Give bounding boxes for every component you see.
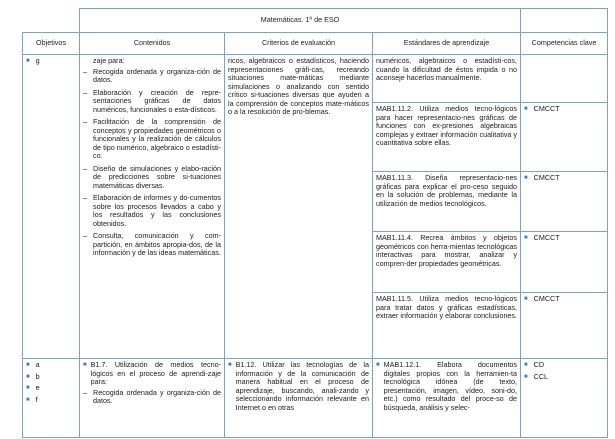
bullet-icon: ■ (524, 175, 528, 182)
table-row (23, 55, 608, 359)
list-item: – Recogida ordenada y organiza-ción de datos. (83, 387, 221, 406)
criterio-text: B1.12. Utilizar las tecnologías de la información y de la comunicación de manera habitual en el proceso de aprendizaje, buscando, anali-zando y seleccionando información relevante en Internet o en otras (235, 360, 369, 412)
objetivo-item: ■ f (26, 394, 38, 404)
header-criterios: Criterios de evaluación (225, 32, 373, 55)
contenidos-cell (80, 55, 225, 359)
estandar-item: numéricos, algebraicos o estadísti-cos, cuando la dificultad de éstos impida o no aconseje hacerlos manualmente. (373, 55, 520, 103)
objetivos-cell (23, 359, 80, 438)
objetivo-item: ■ a (26, 360, 40, 370)
estandar-item: MAB1.11.5. Utiliza medios tecno-lógicos para tratar datos y gráficas estadísticas, extraer información y elaborar conclusiones. (376, 294, 518, 321)
objetivo-item: ■ b (26, 371, 40, 381)
objetivo-item: ■ e (26, 383, 40, 393)
competencia-item (521, 55, 607, 103)
bullet-icon: ■ (524, 362, 528, 369)
estandar-text: MAB1.12.1. Elabora documentos digitales propios con la herramien-ta tecnológica idónea (de texto, presentación, imagen, vídeo, soni-do, etc.) como resultado del proce-so de búsqueda, análisis y selec- (383, 360, 518, 412)
contenidos-head: B1.7. Utilización de medios tecno-lógicos en el proceso de aprendi-zaje para: (90, 360, 221, 387)
estandar-item: MAB1.11.4. Recrea ámbitos y objetos geométricos con herra-mientas tecnológicas interactivas para mostrar, analizar y compren-der propiedades geométricas. (373, 232, 520, 293)
header-contenidos: Contenidos (80, 32, 225, 55)
header-estandares: Estándares de aprendizaje (373, 32, 521, 55)
bullet-icon: ■ (524, 373, 528, 380)
bullet-icon: ■ (228, 362, 232, 369)
estandar-item: MAB1.11.2. Utiliza medios tecno-lógicos para hacer representacio-nes gráficas de funciones con ex-presiones algebraicas complejas y extraer información cualitativa y cuantitativa sobre ellas. (373, 103, 520, 172)
contenidos-cell (80, 359, 225, 438)
table-row (23, 359, 608, 438)
bullet-icon: ■ (26, 396, 30, 403)
competencias-cell (521, 55, 608, 359)
competencia-item: ■ CCL (524, 371, 549, 381)
list-item: – Diseño de simulaciones y elabo-ración de predicciones sobre si-tuaciones matemáticas diversas. (83, 163, 221, 190)
objetivo-item: ■ g (26, 56, 40, 66)
competencia-item: ■ CMCCT (521, 103, 607, 172)
objetivos-cell (23, 55, 80, 359)
competencia-item: ■ CMCCT (521, 293, 607, 343)
curriculum-table (22, 8, 608, 438)
competencia-item: ■ CD (524, 360, 545, 370)
competencia-item: ■ CMCCT (521, 232, 607, 293)
bullet-icon: ■ (83, 362, 87, 369)
header-competencias: Competencias clave (521, 32, 608, 55)
bullet-icon: ■ (524, 296, 528, 303)
bullet-icon: ■ (524, 235, 528, 242)
header-objetivos: Objetivos (23, 32, 80, 55)
corner-cell-right (521, 9, 608, 33)
table-title: Matemáticas. 1º de ESO (80, 9, 521, 33)
bullet-icon: ■ (376, 362, 380, 369)
contenidos-intro: zaje para: (93, 56, 125, 66)
bullet-icon: ■ (26, 58, 30, 65)
list-item: – Consulta, comunicación y com-partición, en ámbitos apropia-dos, de la información y de las ideas matemáticas. (83, 231, 221, 258)
corner-cell (23, 9, 80, 33)
criterios-cell (225, 359, 373, 438)
bullet-icon: ■ (26, 385, 30, 392)
estandares-cell (373, 359, 521, 438)
bullet-icon: ■ (26, 373, 30, 380)
competencia-item: ■ CMCCT (521, 172, 607, 232)
estandar-item: MAB1.11.3. Diseña representacio-nes gráficas para explicar el pro-ceso seguido en la solución de problemas, mediante la utilización de medios tecnológicos. (373, 172, 520, 232)
list-item: – Elaboración de informes y do-cumentos sobre los procesos llevados a cabo y los resultados y las conclusiones obtenidos. (83, 193, 221, 228)
criterios-cell: ricos, algebraicos o estadísticos, haciendo representaciones gráfi-cas, recreando situaciones mate-máticas mediante simulaciones o analizando con sentido crítico si-tuaciones diversas que ayuden a la comprensión de conceptos mate-máticos o a la resolución de pro-blemas. (225, 55, 373, 359)
bullet-icon: ■ (26, 362, 30, 369)
bullet-icon: ■ (524, 106, 528, 113)
competencias-cell (521, 359, 608, 438)
list-item: – Recogida ordenada y organiza-ción de datos. (83, 66, 221, 85)
estandares-cell (373, 55, 521, 359)
list-item: – Facilitación de la comprensión de conceptos y propiedades geométricos o funcionales y la realización de cálculos de tipo numérico, algebraico o estadísti-co. (83, 117, 221, 161)
contenidos-head-line (83, 361, 221, 387)
list-item: – Elaboración y creación de repre-sentaciones gráficas de datos numéricos, funcionales o esta-dísticos. (83, 87, 221, 114)
